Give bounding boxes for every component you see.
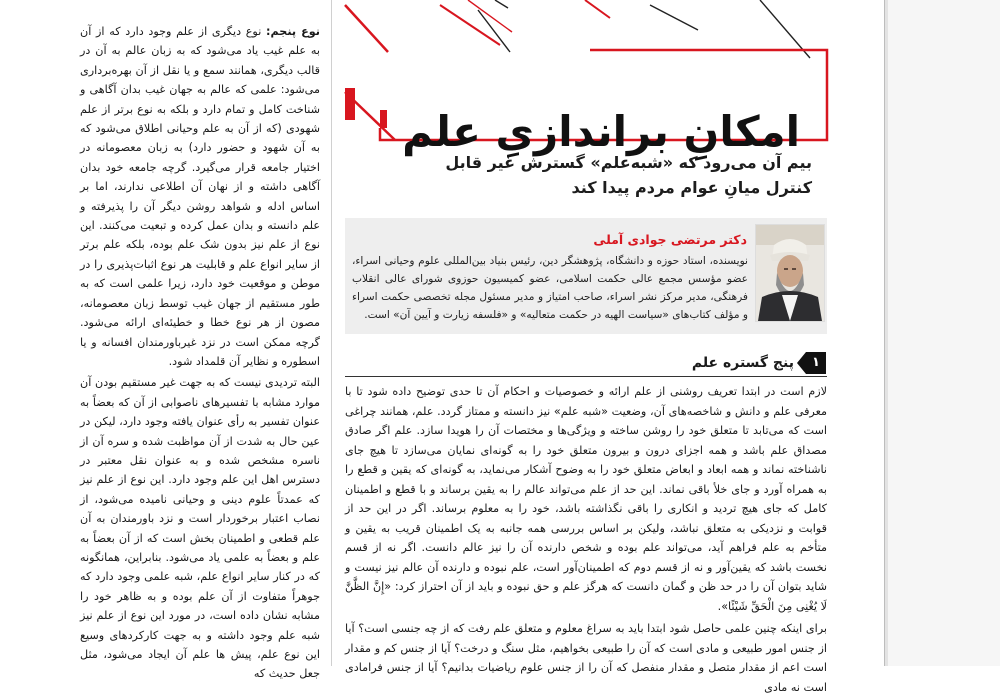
article-title: امکانِ براندازیِ علم <box>402 107 800 157</box>
body-paragraph-1: لازم است در ابتدا تعریف روشنی از علم ارائه و خصوصیات و احکام آن تا حدی توضیح داده شود تا با معرفی علم و دانش و شاخصه‌های آن، وضعیت «شبه علم» نیز دانسته و ممتاز گردد. علم، همانند چراغی است که می‌تابد تا متعلق خود را روشن ساخته و ویژگی‌ها و مختصات آن را هویدا سازد. علم اگر صادق مصداق علم باشد و همه اجزای درون و بیرون متعلق خود را به گونه‌ای نمایان می‌سازد تا هیچ جای ناشناخته نماند و همه ابعاد و ابعاض متعلق خود را به وضوح آشکار می‌نماید، به گونه‌ای که یقین و قطع را به همراه آورد و جای خلأ باقی نماند. این حد از علم می‌تواند عالم را به یقین برساند و با قطع و اطمینان کامل که جای هیچ تردید و انکاری را باقی نگذاشته باشد، خود را به معلوم برساند. اگر در این حد از قوابت و نزدیکی به متعلق نباشد، ولیکن بر اساس بررسی همه جانبه به یک اطمینان قریب به یقین و متأخم به علم فراهم آید، می‌تواند علم بوده و شخص دارنده آن را نیز عالم دانست. اگر نه از قسم نخست باشد که یقین‌آور و نه از قسم دوم که اطمینان‌آور است، علم نبوده و دارنده آن عالم نیز نیست و شاید بتوان آن را در حد ظن و گمان دانست که هرگز علم و حق نبوده و باید از آن احتراز کرد: «إِنَّ الظَّنَّ لَا یُغْنِی مِنَ الْحَقِّ شَیْئًا». <box>345 385 827 613</box>
article-subtitle: بیم آن می‌رود که «شبه‌علم» گسترش غیر قابل کنترل میانِ عوام مردم پیدا کند <box>445 153 812 197</box>
section-body <box>345 382 827 694</box>
author-portrait-image <box>756 225 824 321</box>
author-name: دکتر مرتضی جوادی آملی <box>593 232 747 247</box>
section-title: پنج گستره علم <box>691 355 794 371</box>
left-paragraph-2: البته تردیدی نیست که به جهت غیر مستقیم بودن آن موارد مشابه با تفسیرهای ناصوابی از آن که بعضاً به عنوان تفسیر به رأی عنوان یافته وجود دارد، لیکن در عین حال به شدت از آن مواظبت شده و سره آن از ناسره مشخص شده و به عنوان نقل معتبر در دسترس اهل این علم وجود دارد. این نوع از علم نیز که عمدتاً علوم دینی و وحیانی نامیده می‌شود، از نصاب اعتبار برخوردار است و نزد باورمندان به آن علم قطعی و اطمینان بخش است که از آن بعضاً به علم و بعضاً به علمی یاد می‌شود. بنابراین، همانگونه که در کنار سایر انواع علم، شبه علمی وجود دارد که جوهراً متفاوت از آن علم بوده و به ظاهر خود را مشابه نشان داده است، در مورد این نوع از علم نیز شبه علم وجود داشته و به جهت کارکردهای وسیع این نوع علم، پیش ها علم آن ایجاد می‌شود، مثل جعل حدیث که <box>80 376 320 681</box>
column-divider <box>331 0 332 666</box>
page-margin <box>885 0 1000 666</box>
section-rule <box>345 376 827 377</box>
author-photo <box>755 224 825 322</box>
section-number-badge: ۱ <box>806 352 826 374</box>
title-accent-bar <box>345 88 355 120</box>
page-edge <box>885 0 888 666</box>
author-bio: نویسنده، استاد حوزه و دانشگاه، پژوهشگر دین، رئیس بنیاد بین‌المللی علوم وحیانی اسراء، عضو مؤسس مجمع عالی حکمت اسلامی، عضو کمیسیون حوزوی شورای عالی انقلاب فرهنگی، مدیر مرکز نشر اسراء، صاحب امتیاز و مدیر مسئول مجله تخصصی حکمت اسراء و مؤلف کتاب‌های «سیاست الهیه در حکمت متعالیه» و «فلسفه زیارت و آیین آن» است. <box>352 255 748 321</box>
left-text-column <box>80 22 320 681</box>
left-paragraph-1-text: نوع دیگری از علم وجود دارد که از آن به علم غیب یاد می‌شود که به زبان عالم به آن در قالب دیگری، همانند سمع و یا نقل از آن بهره‌برداری می‌شود: علمی که عالم به جهان غیب بدان آگاهی و شناخت کامل و تمام دارد و بلکه به نوع برتر از علم شهودی (که از آن به علم وحیانی اطلاق می‌شود که به آن شهود و حضور دارد) به زبان معصومانه در اختیار جامعه قرار می‌گیرد. گرچه جامعه خود بدان آگاهی داشته و از نهان آن اطلاعی ندارند، اما بر اساس ادله و شواهد روشن دیگر آن را پذیرفته و علم دانسته و بدان عمل کرده و تبعیت می‌کنند. این نوع از علم نیز بدون شک علم بوده، بلکه علم برتر از سایر انواع علم و قابلیت هر نوع اثبات‌پذیری را در موطن و موقعیت خود دارد، زیرا علمی است که به طور مستقیم از جهان غیب توسط زبان معصومانه، مصون از هر نوع خطا و خطیئه‌ای ارائه می‌شود. گرچه ممکن است در نزد غیرباورمندان افسانه و یا اسطوره و نظایر آن قلمداد شود. <box>80 25 320 368</box>
lead-label: نوع پنجم: <box>266 25 320 38</box>
body-paragraph-2: برای اینکه چنین علمی حاصل شود ابتدا باید به سراغ معلوم و متعلق علم رفت که از چه جنسی است؟ آیا از جنس امور طبیعی و مادی است که آن را طبیعی بخواهیم، مثل سنگ و درخت؟ آیا از جنس کم و مقدار است اعم از مقدار متصل و مقدار منفصل که آن را از جنس علوم ریاضیات بدانیم؟ آیا از جنس فرامادی است نه مادی <box>345 622 827 694</box>
left-paragraph-1 <box>80 22 320 371</box>
